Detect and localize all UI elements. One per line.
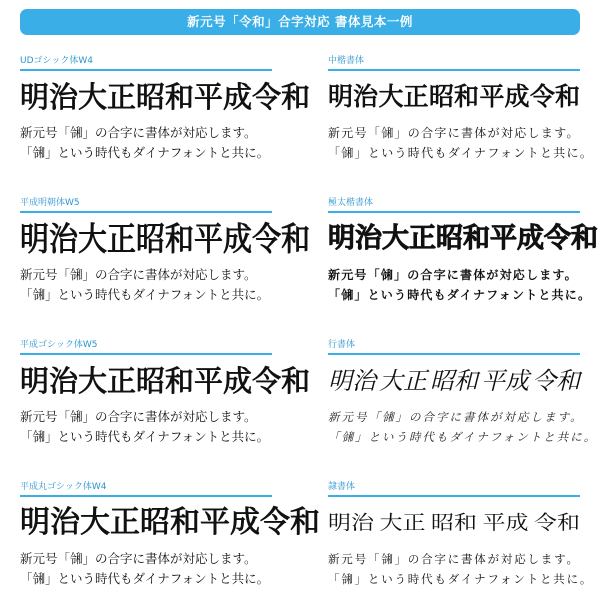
era-meiji: 明治 <box>20 505 80 540</box>
sample-line-2: 「㋿」という時代もダイナフォントと共に。 <box>328 572 594 586</box>
era-names <box>20 503 320 543</box>
era-taisho: 大正 <box>382 223 436 254</box>
sample-line-1: 新元号「㋿」の合字に書体が対応します。 <box>328 126 580 140</box>
era-showa: 昭和 <box>431 511 477 535</box>
era-reiwa: 令和 <box>252 219 311 259</box>
era-taisho: 大正 <box>78 219 137 259</box>
sample-panel-chu-kaisho <box>328 55 594 163</box>
sample-line-1: 新元号「㋿」の合字に書体が対応します。 <box>20 125 257 140</box>
sample-line-2: 「㋿」という時代もダイナフォントと共に。 <box>20 429 270 444</box>
divider <box>328 353 580 355</box>
sample-line-1: 新元号「㋿」の合字に書体が対応します。 <box>20 267 257 282</box>
sample-panel-gyosho <box>328 339 598 447</box>
era-meiji: 明治 <box>20 219 79 259</box>
era-meiji: 明治 <box>328 367 376 395</box>
era-showa: 昭和 <box>428 82 479 111</box>
font-name-label: 平成ゴシック体W5 <box>20 340 98 350</box>
font-name-label: 平成丸ゴシック体W4 <box>20 482 107 492</box>
font-name-label: 平成明朝体W5 <box>20 198 80 208</box>
font-name-label: UDゴシック体W4 <box>20 56 93 66</box>
era-names <box>328 219 598 259</box>
era-showa: 昭和 <box>436 223 490 254</box>
divider <box>20 495 272 497</box>
era-showa: 昭和 <box>136 364 195 398</box>
era-reiwa: 令和 <box>252 364 311 398</box>
era-heisei: 平成 <box>490 223 544 254</box>
era-heisei: 平成 <box>482 511 529 535</box>
era-reiwa: 令和 <box>252 80 311 114</box>
font-name-label: 極太楷書体 <box>328 198 374 208</box>
divider <box>328 211 580 213</box>
era-reiwa: 令和 <box>529 82 580 111</box>
era-meiji: 明治 <box>328 511 374 535</box>
era-taisho: 大正 <box>78 364 137 398</box>
font-name-label: 行書体 <box>328 340 356 350</box>
era-reiwa: 令和 <box>260 505 320 540</box>
sample-line-2: 「㋿」という時代もダイナフォントと共に。 <box>328 430 598 444</box>
era-heisei: 平成 <box>481 367 529 395</box>
sample-line-1: 新元号「㋿」の合字に書体が対応します。 <box>20 551 257 566</box>
era-heisei: 平成 <box>194 364 253 398</box>
era-names <box>20 217 311 262</box>
era-meiji: 明治 <box>20 364 79 398</box>
sample-panel-heisei-gothic <box>20 339 311 447</box>
era-taisho: 大正 <box>378 82 429 111</box>
era-heisei: 平成 <box>194 219 253 259</box>
era-names <box>328 361 580 401</box>
sample-panel-reisho <box>328 481 594 589</box>
era-showa: 昭和 <box>430 367 478 395</box>
sample-line-2: 「㋿」という時代もダイナフォントと共に。 <box>328 288 592 302</box>
sample-line-2: 「㋿」という時代もダイナフォントと共に。 <box>20 571 270 586</box>
font-name-label: 隷書体 <box>328 482 356 492</box>
era-names <box>328 77 580 117</box>
divider <box>328 69 580 71</box>
sample-panel-heisei-mincho <box>20 197 311 305</box>
era-taisho: 大正 <box>80 505 140 540</box>
sample-line-1: 新元号「㋿」の合字に書体が対応します。 <box>328 552 580 566</box>
era-reiwa: 令和 <box>532 367 580 395</box>
era-reiwa: 令和 <box>544 223 598 254</box>
era-meiji: 明治 <box>328 82 379 111</box>
era-names <box>328 506 580 540</box>
divider <box>20 69 272 71</box>
sample-line-1: 新元号「㋿」の合字に書体が対応します。 <box>20 409 257 424</box>
page-title: 新元号「令和」合字対応 書体見本一例 <box>20 9 580 35</box>
era-names <box>20 77 311 117</box>
sample-panel-heisei-maru-gothic <box>20 481 320 589</box>
era-taisho: 大正 <box>379 511 426 535</box>
era-heisei: 平成 <box>479 82 530 111</box>
sample-panel-ud-gothic <box>20 55 311 163</box>
divider <box>20 211 272 213</box>
era-meiji: 明治 <box>20 80 79 114</box>
era-heisei: 平成 <box>194 80 253 114</box>
era-reiwa: 令和 <box>534 511 580 535</box>
era-showa: 昭和 <box>140 505 200 540</box>
sample-line-2: 「㋿」という時代もダイナフォントと共に。 <box>328 146 594 160</box>
era-showa: 昭和 <box>136 219 195 259</box>
divider <box>328 495 580 497</box>
era-showa: 昭和 <box>136 80 195 114</box>
era-taisho: 大正 <box>379 367 427 395</box>
sample-line-2: 「㋿」という時代もダイナフォントと共に。 <box>20 145 270 160</box>
era-meiji: 明治 <box>328 223 382 254</box>
sample-line-1: 新元号「㋿」の合字に書体が対応します。 <box>328 268 578 282</box>
sample-line-1: 新元号「㋿」の合字に書体が対応します。 <box>328 410 584 424</box>
sample-line-2: 「㋿」という時代もダイナフォントと共に。 <box>20 287 270 302</box>
era-names <box>20 361 311 401</box>
font-name-label: 中楷書体 <box>328 56 365 66</box>
era-heisei: 平成 <box>200 505 260 540</box>
sample-panel-gokubuto-kaisho <box>328 197 598 305</box>
era-taisho: 大正 <box>78 80 137 114</box>
divider <box>20 353 272 355</box>
